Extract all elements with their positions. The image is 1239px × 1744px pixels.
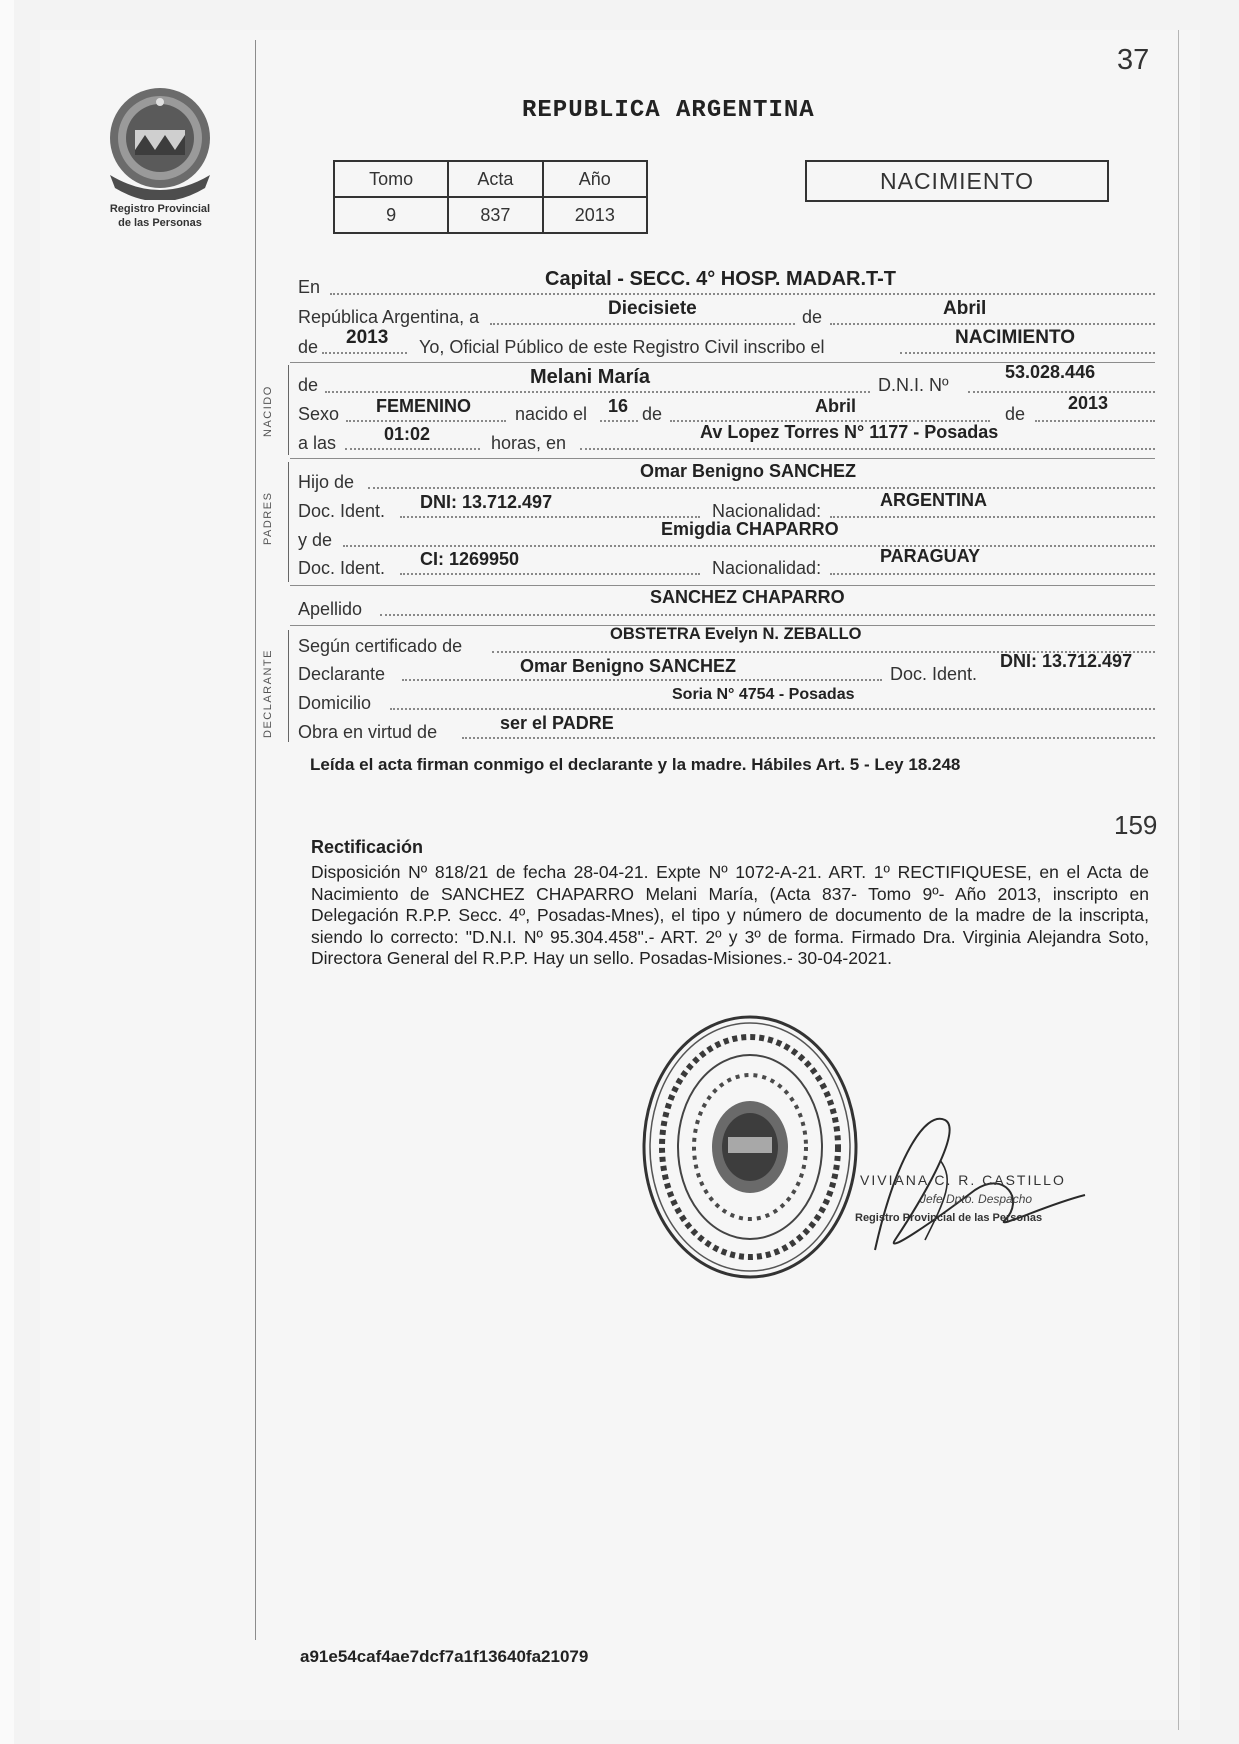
acting-dots: [462, 737, 1155, 739]
born-de-label-2: de: [642, 404, 663, 424]
birth-day-value: 16: [608, 396, 629, 416]
provincial-crest-logo: [105, 80, 215, 200]
declarant-name-value: Omar Benigno SANCHEZ: [520, 656, 737, 676]
born-on-label: nacido el: [515, 404, 588, 424]
mother-nationality-label: Nacionalidad:: [712, 558, 822, 578]
page-number-mid: 159: [1114, 810, 1158, 840]
surname-value: SANCHEZ CHAPARRO: [650, 587, 845, 607]
de-label-1: de: [802, 307, 823, 327]
parents-section-bracket: [288, 462, 289, 582]
and-label: y de: [298, 530, 333, 550]
section-divider-surname: [290, 585, 1155, 586]
father-name-value: Omar Benigno SANCHEZ: [640, 461, 857, 481]
father-dots: [368, 487, 1155, 489]
sex-value: FEMENINO: [376, 396, 472, 416]
at-label: a las: [298, 433, 337, 453]
place-value: Capital - SECC. 4° HOSP. MADAR.T-T: [545, 268, 897, 290]
surname-dots: [380, 614, 1155, 616]
born-section-bracket: [288, 365, 289, 455]
name-dots: [325, 391, 870, 393]
registry-value-ano: 2013: [543, 197, 647, 233]
mother-doc-dots: [400, 573, 700, 575]
born-section-label: NACIDO: [262, 385, 274, 437]
father-nationality-dots: [830, 516, 1155, 518]
child-dni-value: 53.028.446: [1005, 362, 1096, 382]
birth-day-dots: [600, 420, 638, 422]
act-dots: [900, 352, 1155, 354]
year-value: 2013: [346, 327, 389, 348]
child-of-label: Hijo de: [298, 472, 355, 492]
certificate-value: OBSTETRA Evelyn N. ZEBALLO: [610, 625, 862, 643]
acting-label: Obra en virtud de: [298, 722, 438, 742]
officer-text: Yo, Oficial Público de este Registro Civil inscribo el: [419, 337, 825, 357]
page-number-top: 37: [1117, 44, 1150, 76]
record-type-box: NACIMIENTO: [805, 160, 1109, 202]
time-value: 01:02: [384, 424, 431, 444]
rectification-body: Disposición Nº 818/21 de fecha 28-04-21. Expte Nº 1072-A-21. ART. 1º RECTIFIQUESE, en el Acta de Nacimiento de SANCHEZ CHAPARRO Melani María, (Acta 837- Tomo 9º- Año 2013, inscripto en Delegación R.P.P. Secc. 4º, Posadas-Mnes), el tipo y número de documento de la madre de la inscripta, siendo lo correcto: "D.N.I. Nº 95.304.458".- ART. 2º y 3º de forma. Firmado Dra. Virginia Alejandra Soto, Directora General del R.P.P. Hay un sello. Posadas-Misiones.- 30-04-2021.: [311, 862, 1149, 968]
declarant-dots: [402, 679, 882, 681]
en-label: En: [298, 277, 321, 297]
document-hash: a91e54caf4ae7dcf7a1f13640fa21079: [300, 1647, 589, 1666]
sex-label: Sexo: [298, 404, 340, 424]
birth-month-value: Abril: [815, 396, 857, 416]
signatory-name: VIVIANA C. R. CASTILLO: [860, 1172, 1066, 1188]
mother-dots: [343, 545, 1155, 547]
official-seal: [640, 1012, 860, 1282]
registry-header-ano: Año: [543, 161, 647, 197]
day-word-value: Diecisiete: [608, 298, 697, 319]
registry-table-value-row: [334, 197, 647, 233]
mother-nationality-value: PARAGUAY: [880, 546, 981, 566]
father-nationality-value: ARGENTINA: [880, 490, 987, 510]
rectification-title: Rectificación: [311, 837, 424, 857]
document-headline: REPUBLICA ARGENTINA: [522, 97, 815, 124]
signatory-office: Registro Provincial de las Personas: [855, 1212, 1043, 1224]
registry-table-header-row: [334, 161, 647, 197]
dni-dots: [968, 391, 1155, 393]
registry-table: [333, 160, 648, 234]
father-nationality-label: Nacionalidad:: [712, 501, 822, 521]
day-dots: [490, 323, 795, 325]
declarant-doc-value: DNI: 13.712.497: [1000, 651, 1133, 671]
child-name-value: Melani María: [530, 366, 651, 388]
sex-dots: [346, 420, 506, 422]
birth-place-dots: [580, 448, 1155, 450]
certificate-label: Según certificado de: [298, 636, 463, 656]
declarant-section-bracket: [288, 630, 289, 742]
mother-name-value: Emigdia CHAPARRO: [661, 519, 839, 539]
declarant-label: Declarante: [298, 664, 386, 684]
parents-section-label: PADRES: [262, 491, 274, 545]
mother-doc-label: Doc. Ident.: [298, 558, 386, 578]
logo-caption-line1: Registro Provincial: [109, 203, 211, 215]
signatory-title: Jefe Dpto. Despacho: [920, 1192, 1033, 1206]
registry-header-tomo: Tomo: [334, 161, 448, 197]
closing-statement: Leída el acta firman conmigo el declarante y la madre. Hábiles Art. 5 - Ley 18.248: [310, 755, 961, 774]
hours-label: horas, en: [491, 433, 567, 453]
place-dots: [330, 293, 1155, 295]
year-dots: [322, 352, 407, 354]
month-dots: [830, 323, 1155, 325]
father-doc-label: Doc. Ident.: [298, 501, 386, 521]
mother-doc-value: CI: 1269950: [420, 549, 520, 569]
address-label: Domicilio: [298, 693, 372, 713]
born-de-label-3: de: [1005, 404, 1026, 424]
right-margin-rule: [1178, 30, 1179, 1730]
registry-value-tomo: 9: [334, 197, 448, 233]
born-de-label: de: [298, 375, 319, 395]
registry-value-acta: 837: [448, 197, 542, 233]
surname-label: Apellido: [298, 599, 363, 619]
republica-label: República Argentina, a: [298, 307, 480, 327]
section-divider-parents: [290, 458, 1155, 459]
declarant-section-label: DECLARANTE: [262, 649, 274, 738]
left-margin-rule: [255, 40, 256, 1640]
birth-year-dots: [1035, 420, 1155, 422]
father-doc-dots: [400, 516, 700, 518]
birth-year-value: 2013: [1068, 393, 1109, 413]
act-value: NACIMIENTO: [955, 327, 1075, 348]
father-doc-value: DNI: 13.712.497: [420, 492, 553, 512]
logo-caption-line2: de las Personas: [118, 217, 202, 229]
month-value: Abril: [943, 298, 987, 319]
year-prefix-label: de: [298, 337, 319, 357]
mother-nationality-dots: [830, 573, 1155, 575]
time-dots: [345, 448, 480, 450]
birth-place-value: Av Lopez Torres N° 1177 - Posadas: [700, 422, 999, 442]
logo-caption: [86, 202, 234, 230]
declarant-doc-label: Doc. Ident.: [890, 664, 978, 684]
page-edge: [0, 0, 14, 1744]
address-value: Soria N° 4754 - Posadas: [672, 686, 855, 703]
acting-value: ser el PADRE: [500, 713, 614, 733]
registry-header-acta: Acta: [448, 161, 542, 197]
address-dots: [390, 708, 1155, 710]
dni-label: D.N.I. Nº: [878, 375, 949, 395]
